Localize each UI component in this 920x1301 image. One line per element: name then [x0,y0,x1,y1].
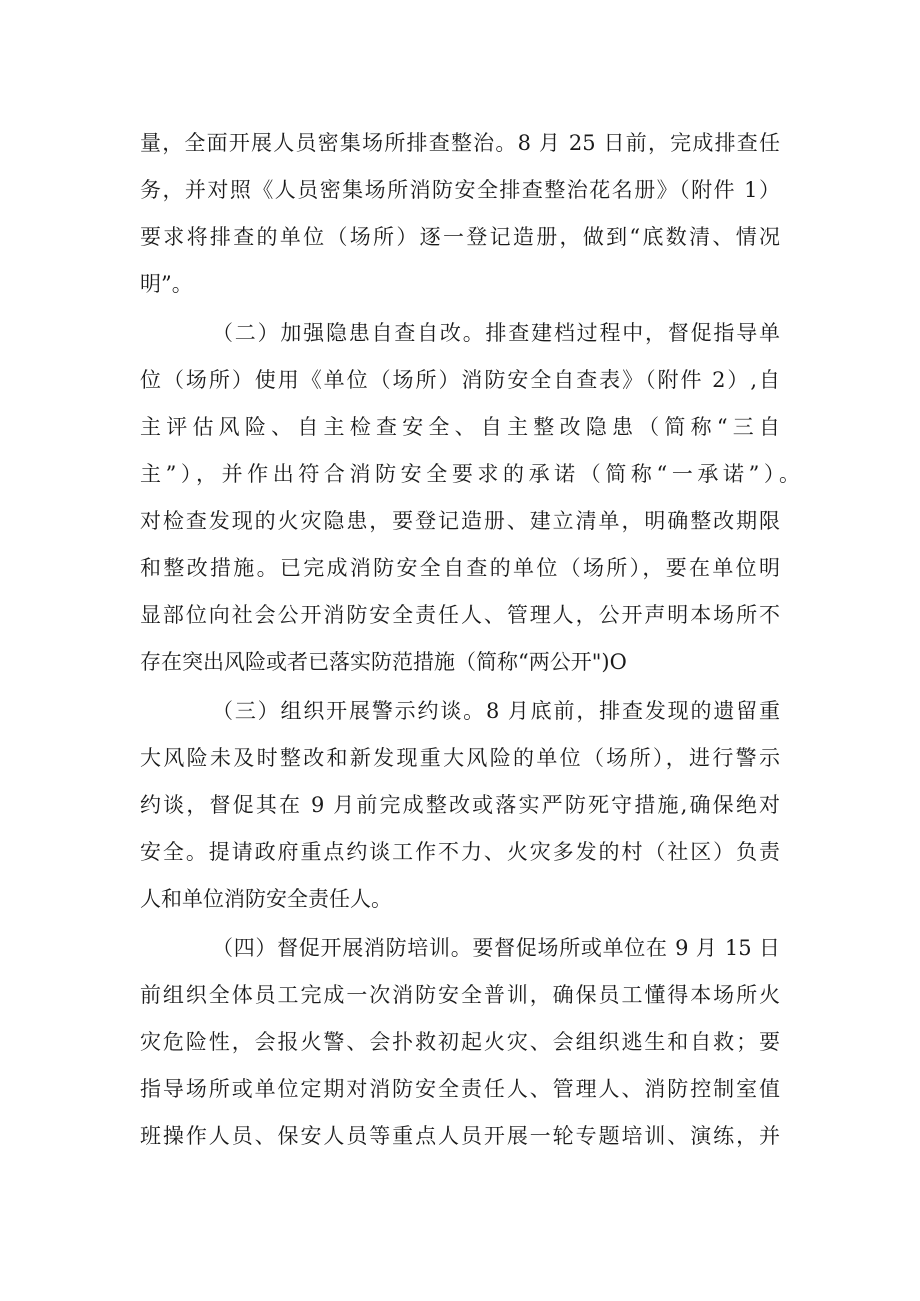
paragraph-heading-line: （三）组织开展警示约谈。8 月底前，排查发现的遗留重 [212,699,780,723]
text-line: 班操作人员、保安人员等重点人员开展一轮专题培训、演练，并 [140,1124,780,1148]
text-line: 主”），并作出符合消防安全要求的承诺（简称“一承诺”）。 [140,462,800,486]
text-line: 存在突出风险或者已落实防范措施（简称“两公开")O [140,650,627,674]
paragraph-heading-line: （四）督促开展消防培训。要督促场所或单位在 9 月 15 日 [212,936,780,960]
text-line: 灾危险性，会报火警、会扑救初起火灾、会组织逃生和自救；要 [140,1030,780,1054]
text-line: 和整改措施。已完成消防安全自查的单位（场所），要在单位明 [140,556,780,580]
text-line: 安全。提请政府重点约谈工作不力、火灾多发的村（社区）负责 [140,840,780,864]
text-line: 人和单位消防安全责任人。 [140,887,392,911]
text-line: 前组织全体员工完成一次消防安全普训，确保员工懂得本场所火 [140,983,780,1007]
text-line: 位（场所）使用《单位（场所）消防安全自查表》（附件 2）,自 [140,368,780,392]
text-line: 主评估风险、自主检查安全、自主整改隐患（简称“三自 [140,415,780,439]
text-line: 明”。 [140,272,193,296]
text-line: 务，并对照《人员密集场所消防安全排查整治花名册》（附件 1） [140,178,780,202]
text-line: 约谈，督促其在 9 月前完成整改或落实严防死守措施,确保绝对 [140,793,780,817]
paragraph-heading-line: （二）加强隐患自查自改。排查建档过程中，督促指导单 [212,321,780,345]
text-line: 要求将排查的单位（场所）逐一登记造册，做到“底数清、情况 [140,225,780,249]
text-line: 大风险未及时整改和新发现重大风险的单位（场所），进行警示 [140,746,780,770]
text-line: 量，全面开展人员密集场所排查整治。8 月 25 日前，完成排查任 [140,131,780,155]
text-line: 对检查发现的火灾隐患，要登记造册、建立清单，明确整改期限 [140,509,780,533]
text-line: 指导场所或单位定期对消防安全责任人、管理人、消防控制室值 [140,1077,780,1101]
text-line: 显部位向社会公开消防安全责任人、管理人，公开声明本场所不 [140,603,780,627]
